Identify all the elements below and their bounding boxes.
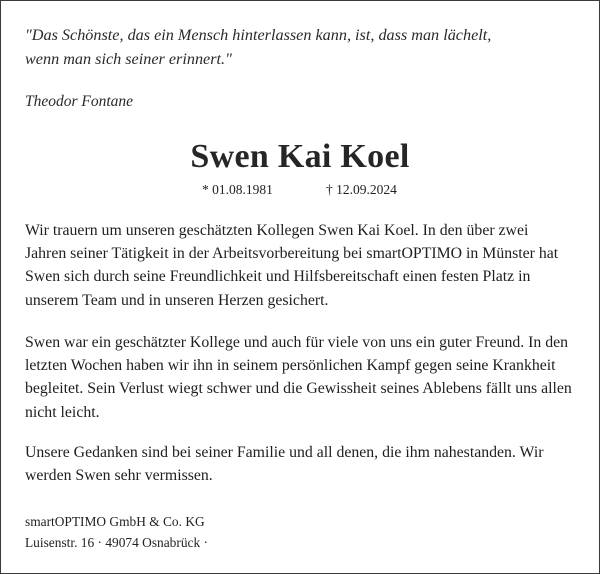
quote-line: "Das Schönste, das ein Mensch hinterlassen kann, ist, dass man lächelt, (25, 26, 492, 44)
text-line: werden Swen sehr vermissen. (25, 467, 213, 485)
paragraph-friendship (25, 331, 585, 424)
company-name: smartOPTIMO GmbH & Co. KG (25, 514, 205, 529)
life-dates (1, 181, 599, 199)
quote-line: wenn man sich seiner erinnert." (25, 50, 232, 68)
death-date: † 12.09.2024 (326, 182, 397, 197)
text-line: nicht leicht. (25, 403, 100, 421)
company-signature (25, 511, 208, 553)
paragraph-tribute (25, 219, 585, 312)
text-line: Swen sich durch seine Freundlichkeit und Hilfsbereitschaft einen festen Platz in (25, 268, 531, 286)
text-line: begleitet. Sein Verlust wiegt schwer und die Gewissheit seines Ablebens fällt uns allen (25, 380, 572, 398)
paragraph-farewell (25, 441, 585, 487)
memorial-quote (25, 23, 565, 71)
quote-author: Theodor Fontane (25, 93, 134, 110)
birth-date: * 01.08.1981 (202, 182, 273, 197)
text-line: unserem Team und in unseren Herzen gesichert. (25, 291, 329, 309)
company-address: Luisenstr. 16 · 49074 Osnabrück · (25, 535, 208, 550)
deceased-name: Swen Kai Koel (190, 138, 410, 175)
text-line: Wir trauern um unseren geschätzten Kollegen Swen Kai Koel. In den über zwei (25, 222, 529, 239)
text-line: Jahren seiner Tätigkeit in der Arbeitsvorbereitung bei smartOPTIMO in Münster hat (25, 245, 559, 263)
text-line: Unsere Gedanken sind bei seiner Familie und all denen, die ihm nahestanden. Wir (25, 444, 544, 461)
text-line: Swen war ein geschätzter Kollege und auch für viele von uns ein guter Freund. In den (25, 334, 569, 351)
text-line: letzten Wochen haben wir ihn in seinem persönlichen Kampf gegen seine Krankheit (25, 357, 556, 375)
